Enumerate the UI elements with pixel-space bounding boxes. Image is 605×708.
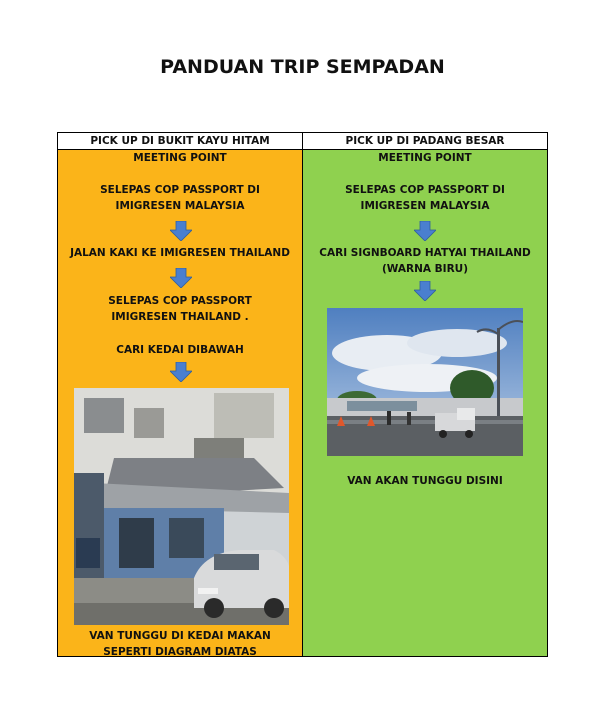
meeting-point-label: MEETING POINT [378,152,472,164]
meeting-point-label: MEETING POINT [133,152,227,164]
pickup-table [57,132,548,657]
step-immigration-thailand: SELEPAS COP PASSPORT IMIGRESEN THAILAND . [108,295,252,323]
column-bukit-kayu-hitam [58,133,303,656]
shop-photo [74,388,289,625]
arrow-down-icon [414,281,436,301]
step-immigration-malaysia: SELEPAS COP PASSPORT DI IMIGRESEN MALAYSIA [345,184,505,212]
column-padang-besar [303,133,547,656]
caption-van-wait: VAN TUNGGU DI KEDAI MAKAN SEPERTI DIAGRAM DIATAS [89,630,271,658]
column-header: PICK UP DI PADANG BESAR [303,133,547,150]
column-header: PICK UP DI BUKIT KAYU HITAM [58,133,302,150]
step-find-shop: CARI KEDAI DIBAWAH [116,344,244,356]
step-immigration-malaysia: SELEPAS COP PASSPORT DI IMIGRESEN MALAYSIA [100,184,260,212]
caption-van-wait: VAN AKAN TUNGGU DISINI [347,475,503,487]
page-title: PANDUAN TRIP SEMPADAN [160,56,445,78]
arrow-down-icon [414,221,436,241]
border-road-photo [327,308,523,456]
step-find-signboard: CARI SIGNBOARD HATYAI THAILAND (WARNA BIRU) [319,247,531,275]
arrow-down-icon [170,268,192,288]
arrow-down-icon [170,362,192,382]
step-walk-thailand: JALAN KAKI KE IMIGRESEN THAILAND [70,247,290,259]
arrow-down-icon [170,221,192,241]
